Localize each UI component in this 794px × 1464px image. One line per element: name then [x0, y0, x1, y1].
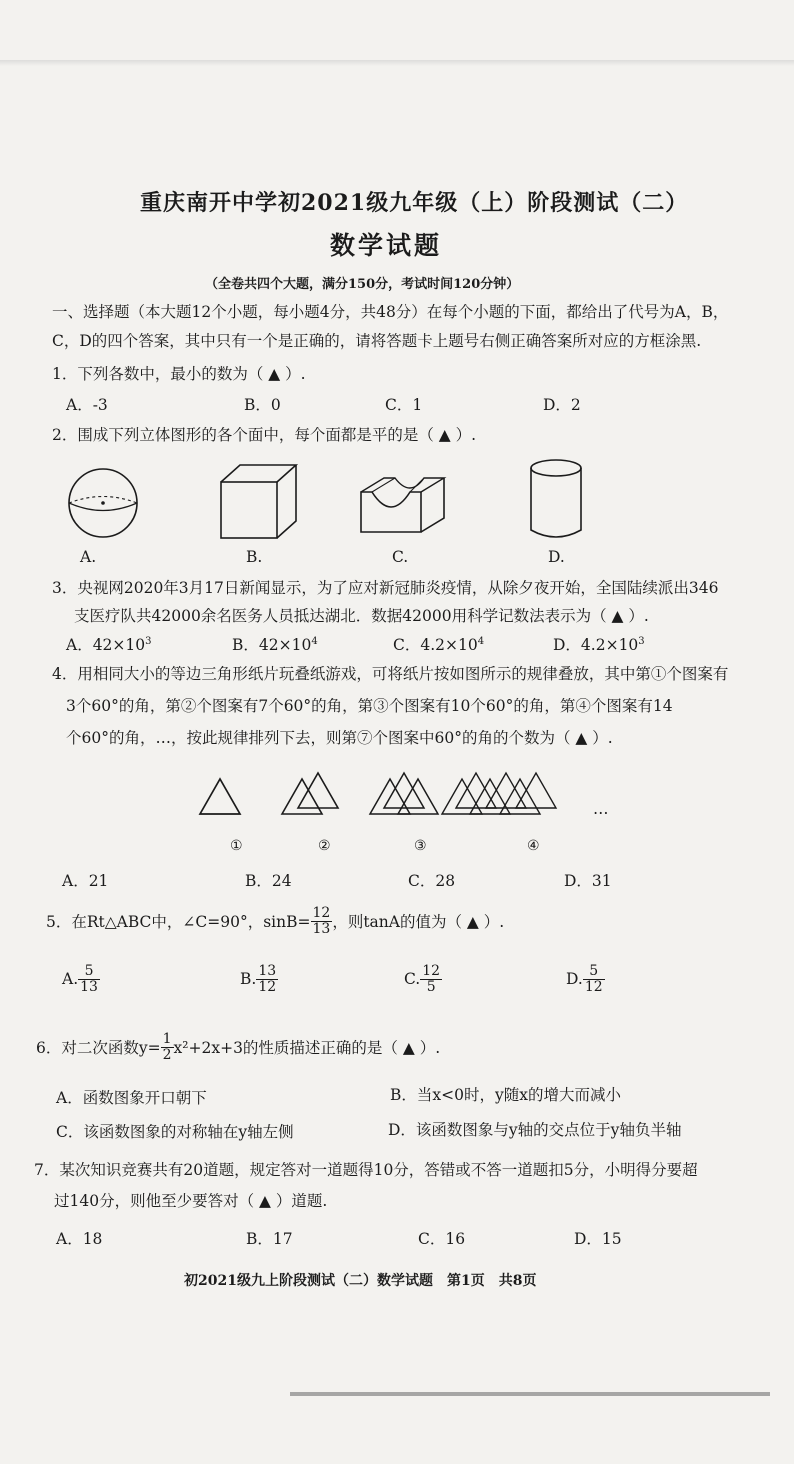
- q3-option-c: C．$4.2\times 10^4$: [393, 635, 485, 654]
- q7-line1: 7．某次知识竞赛共有20道题，规定答对一道题得10分，答错或不答一道题扣5分，小明得分要超: [34, 1161, 698, 1179]
- q3-option-a: A．$42\times 10^3$: [66, 635, 152, 654]
- q4-line1: 4．用相同大小的等边三角形纸片玩叠纸游戏，可将纸片按如图所示的规律叠放，其中第①个图案有: [52, 665, 729, 683]
- q2-option-d: D.: [548, 548, 565, 566]
- q2-option-c: C.: [392, 548, 409, 566]
- pattern-label-1: ①: [230, 838, 243, 854]
- q4-option-c: C．28: [408, 872, 456, 890]
- scan-shadow-top: [0, 60, 794, 66]
- cylinder-figure: [528, 458, 584, 542]
- pattern-label-3: ③: [414, 838, 427, 854]
- q7-option-c: C．16: [418, 1230, 466, 1248]
- pattern-label-2: ②: [318, 838, 331, 854]
- section1-line1: 一、选择题（本大题12个小题，每小题4分，共48分）在每个小题的下面，都给出了代号为A，B，: [52, 303, 729, 321]
- q7-line2: 过140分，则他至少要答对（ ▲ ）道题.: [54, 1192, 328, 1210]
- q6-stem: 6．对二次函数y= $\frac{1}{2}$ x²+2x+3的性质描述正确的是（ ▲ ）.: [36, 1031, 441, 1063]
- q2-stem: 2．围成下列立体图形的各个面中，每个面都是平的是（ ▲ ）.: [52, 426, 477, 444]
- scan-shadow-bottom: [290, 1392, 770, 1396]
- exam-subtitle: 数学试题: [330, 231, 443, 260]
- q4-option-d: D．31: [564, 872, 612, 890]
- q5-option-a: A. $\frac{5}{13}$: [62, 963, 98, 995]
- q1-option-c: C．1: [385, 396, 423, 414]
- q6-option-b: B．当x<0时，y随x的增大而减小: [390, 1086, 621, 1104]
- pattern-1-figure: [198, 776, 242, 816]
- sphere-figure: [66, 466, 140, 540]
- q6-fraction: $\frac{1}{2}$: [162, 1031, 172, 1063]
- q1-option-d: D．2: [543, 396, 581, 414]
- q6-option-d: D．该函数图象与y轴的交点位于y轴负半轴: [388, 1121, 682, 1139]
- q3-line2: 支医疗队共42000余名医务人员抵达湖北．数据42000用科学记数法表示为（ ▲ ）.: [74, 607, 649, 625]
- q1-option-a: A．-3: [66, 396, 108, 414]
- q5-sin-fraction: $\frac{12}{13}$: [312, 905, 331, 937]
- q5-option-b: B. $\frac{13}{12}$: [240, 963, 277, 995]
- q5-option-d: D. $\frac{5}{12}$: [566, 963, 603, 995]
- q6-option-a: A．函数图象开口朝下: [56, 1089, 207, 1107]
- q2-option-a: A.: [80, 548, 97, 566]
- q7-option-a: A．18: [56, 1230, 103, 1248]
- q3-option-b: B．$42\times 10^4$: [232, 635, 318, 654]
- section1-line2: C，D的四个答案，其中只有一个是正确的，请将答题卡上题号右侧正确答案所对应的方框涂黑.: [52, 332, 702, 350]
- pattern-2-figure: [280, 772, 342, 816]
- u-block-figure: [358, 474, 448, 536]
- q1-option-b: B．0: [244, 396, 281, 414]
- page-footer: 初2021级九上阶段测试（二）数学试题 第1页 共8页: [184, 1273, 537, 1289]
- q4-option-b: B．24: [245, 872, 292, 890]
- q5-option-c: C. $\frac{12}{5}$: [404, 963, 441, 995]
- q4-option-a: A．21: [62, 872, 109, 890]
- q4-line3: 个60°的角，…，按此规律排列下去，则第⑦个图案中60°的角的个数为（ ▲ ）.: [66, 729, 613, 747]
- exam-title: 重庆南开中学初2021级九年级（上）阶段测试（二）: [140, 190, 689, 216]
- pattern-3-figure: [368, 770, 444, 816]
- q3-option-d: D．$4.2\times 10^3$: [553, 635, 645, 654]
- q3-line1: 3．央视网2020年3月17日新闻显示，为了应对新冠肺炎疫情，从除夕夜开始，全国陆续派出346: [52, 579, 719, 597]
- pattern-4-figure: [440, 768, 560, 816]
- exam-note: （全卷共四个大题，满分150分，考试时间120分钟）: [205, 277, 520, 292]
- q7-option-d: D．15: [574, 1230, 622, 1248]
- pattern-label-4: ④: [527, 838, 540, 854]
- q5-stem: 5．在Rt△ABC中，∠C=90°，sinB= $\frac{12}{13}$ ，则tanA的值为（ ▲ ）.: [46, 905, 505, 937]
- pattern-ellipsis: …: [593, 800, 609, 818]
- cube-figure: [218, 462, 298, 542]
- q2-option-b: B.: [246, 548, 263, 566]
- q4-line2: 3个60°的角，第②个图案有7个60°的角，第③个图案有10个60°的角，第④个图案有14: [66, 697, 673, 715]
- q7-option-b: B．17: [246, 1230, 293, 1248]
- q6-option-c: C．该函数图象的对称轴在y轴左侧: [56, 1123, 294, 1141]
- q1-stem: 1．下列各数中，最小的数为（ ▲ ）.: [52, 365, 306, 383]
